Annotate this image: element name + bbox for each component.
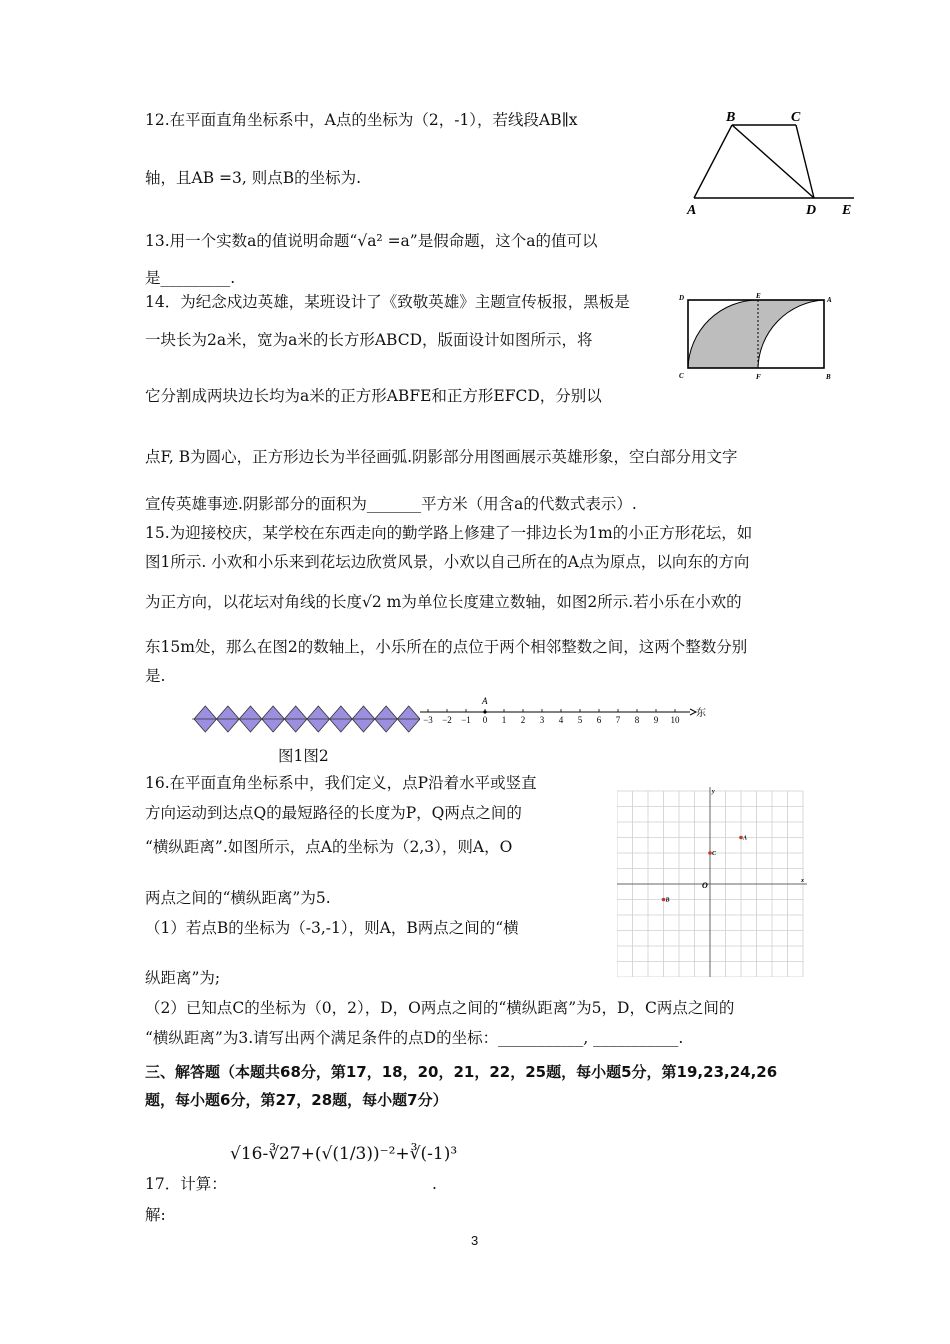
q12-label-b: B bbox=[726, 110, 736, 125]
q14-shaded-region bbox=[688, 300, 824, 368]
q12-label-d: D bbox=[806, 203, 817, 218]
q15-number-line-tick-label: −1 bbox=[461, 715, 471, 725]
q15-line2: 图1所示. 小欢和小乐来到花坛边欣赏风景，小欢以自己所在的A点为原点，以向东的方向 bbox=[145, 553, 750, 571]
q17-formula: √16-∛27+(√(1/3))⁻²+∛(-1)³ bbox=[230, 1144, 458, 1164]
q15-number-line-tick-label: 10 bbox=[670, 715, 680, 725]
q14-label-c: C bbox=[679, 372, 684, 380]
q15-line1: 15.为迎接校庆，某学校在东西走向的勤学路上修建了一排边长为1m的小正方形花坛，如 bbox=[145, 524, 753, 542]
q12-label-a: A bbox=[687, 203, 697, 218]
page-number: 3 bbox=[471, 1233, 479, 1248]
q15-point-a-label: A bbox=[482, 696, 488, 706]
q15-number-line-tick-label: 0 bbox=[482, 715, 488, 725]
q12-line1: 12.在平面直角坐标系中，A点的坐标为（2，-1），若线段AB∥x bbox=[145, 111, 578, 129]
q13-line2: 是_________. bbox=[145, 269, 236, 287]
q15-flowerbed-row-figure bbox=[192, 704, 420, 734]
q15-number-line-tick-label: 1 bbox=[501, 715, 507, 725]
section3-heading-line1: 三、解答题（本题共68分，第17，18，20，21，22，25题，每小题5分，第19,23,24,26 bbox=[145, 1063, 778, 1081]
q14-line1: 14．为纪念戍边英雄，某班设计了《致敬英雄》主题宣传板报，黑板是 bbox=[145, 293, 630, 311]
q15-number-line-tick-label: 4 bbox=[558, 715, 564, 725]
q14-line2: 一块长为2a米，宽为a米的长方形ABCD，版面设计如图所示，将 bbox=[145, 331, 593, 349]
q16-x-axis-label: x bbox=[801, 878, 804, 884]
q12-side-ab bbox=[694, 125, 732, 198]
q14-label-f: F bbox=[756, 373, 761, 381]
q16-line3: “横纵距离”.如图所示，点A的坐标为（2,3），则A，O bbox=[145, 838, 513, 856]
q15-line3: 为正方向，以花坛对角线的长度√2 m为单位长度建立数轴，如图2所示.若小乐在小欢的 bbox=[145, 593, 742, 611]
q15-number-line-tick-label: 9 bbox=[653, 715, 659, 725]
q15-number-line-tick-label: −3 bbox=[423, 715, 433, 725]
q16-origin-label: O bbox=[702, 881, 708, 890]
q15-figure-caption: 图1图2 bbox=[278, 747, 329, 765]
q16-line1: 16.在平面直角坐标系中，我们定义，点P沿着水平或竖直 bbox=[145, 774, 537, 792]
q14-label-e: E bbox=[756, 292, 761, 300]
q13-line1: 13.用一个实数a的值说明命题“√a² =a”是假命题，这个a的值可以 bbox=[145, 232, 598, 250]
q12-diagonal-bd bbox=[732, 125, 814, 198]
q15-number-line-tick-label: 7 bbox=[615, 715, 621, 725]
q16-coordinate-grid-figure bbox=[617, 787, 807, 977]
q15-number-line-tick-label: 2 bbox=[520, 715, 526, 725]
q15-number-line-tick-label: 5 bbox=[577, 715, 583, 725]
q12-side-cd bbox=[796, 125, 814, 198]
q16-line4: 两点之间的“横纵距离”为5. bbox=[145, 889, 331, 907]
q16-y-axis-label: y bbox=[712, 789, 715, 795]
q12-trapezoid-figure bbox=[684, 108, 864, 220]
q12-label-c: C bbox=[791, 110, 801, 125]
q12-line2: 轴，且AB =3, 则点B的坐标为. bbox=[145, 169, 362, 187]
q12-label-e: E bbox=[842, 203, 852, 218]
q17-label: 17．计算： bbox=[145, 1175, 227, 1193]
q15-line4: 东15m处，那么在图2的数轴上，小乐所在的点位于两个相邻整数之间，这两个整数分别 bbox=[145, 638, 748, 656]
q14-line4: 点F, B为圆心，正方形边长为半径画弧.阴影部分用图画展示英雄形象，空白部分用文字 bbox=[145, 448, 738, 466]
q16-point-c-label: C bbox=[712, 851, 717, 857]
q15-number-line-tick-label: −2 bbox=[442, 715, 452, 725]
q16-line5: （1）若点B的坐标为（-3,-1），则A，B两点之间的“横 bbox=[145, 919, 519, 937]
q14-label-a: A bbox=[827, 296, 832, 304]
q16-line6: 纵距离”为; bbox=[145, 969, 221, 987]
q14-label-d: D bbox=[679, 294, 685, 302]
q16-point-a-label: A bbox=[743, 835, 748, 842]
q14-label-b: B bbox=[826, 373, 831, 381]
q16-line7: （2）已知点C的坐标为（0，2），D，O两点之间的“横纵距离”为5，D，C两点之间的 bbox=[145, 999, 735, 1017]
q17-answer: 解: bbox=[145, 1206, 166, 1224]
q16-line8: “横纵距离”为3.请写出两个满足条件的点D的坐标：___________, ___________. bbox=[145, 1029, 684, 1047]
q15-number-line-tick-label: 8 bbox=[634, 715, 640, 725]
q15-number-line-tick-label: 3 bbox=[539, 715, 545, 725]
q14-line3: 它分割成两块边长均为a米的正方形ABFE和正方形EFCD，分别以 bbox=[145, 387, 602, 405]
q17-dot: . bbox=[432, 1175, 437, 1193]
section3-heading-line2: 题，每小题6分，第27，28题，每小题7分） bbox=[145, 1091, 448, 1109]
q14-blackboard-figure bbox=[676, 290, 844, 386]
q15-direction-east: 东 bbox=[696, 708, 706, 719]
q15-number-line-figure bbox=[420, 694, 710, 730]
q15-line5: 是. bbox=[145, 667, 166, 685]
q16-line2: 方向运动到达点Q的最短路径的长度为P，Q两点之间的 bbox=[145, 804, 522, 822]
q14-line5: 宣传英雄事迹.阴影部分的面积为_______平方米（用含a的代数式表示）. bbox=[145, 495, 637, 513]
q16-point-b-label: B bbox=[665, 897, 670, 904]
q15-number-line-tick-label: 6 bbox=[596, 715, 602, 725]
q15-point-a bbox=[483, 710, 486, 713]
